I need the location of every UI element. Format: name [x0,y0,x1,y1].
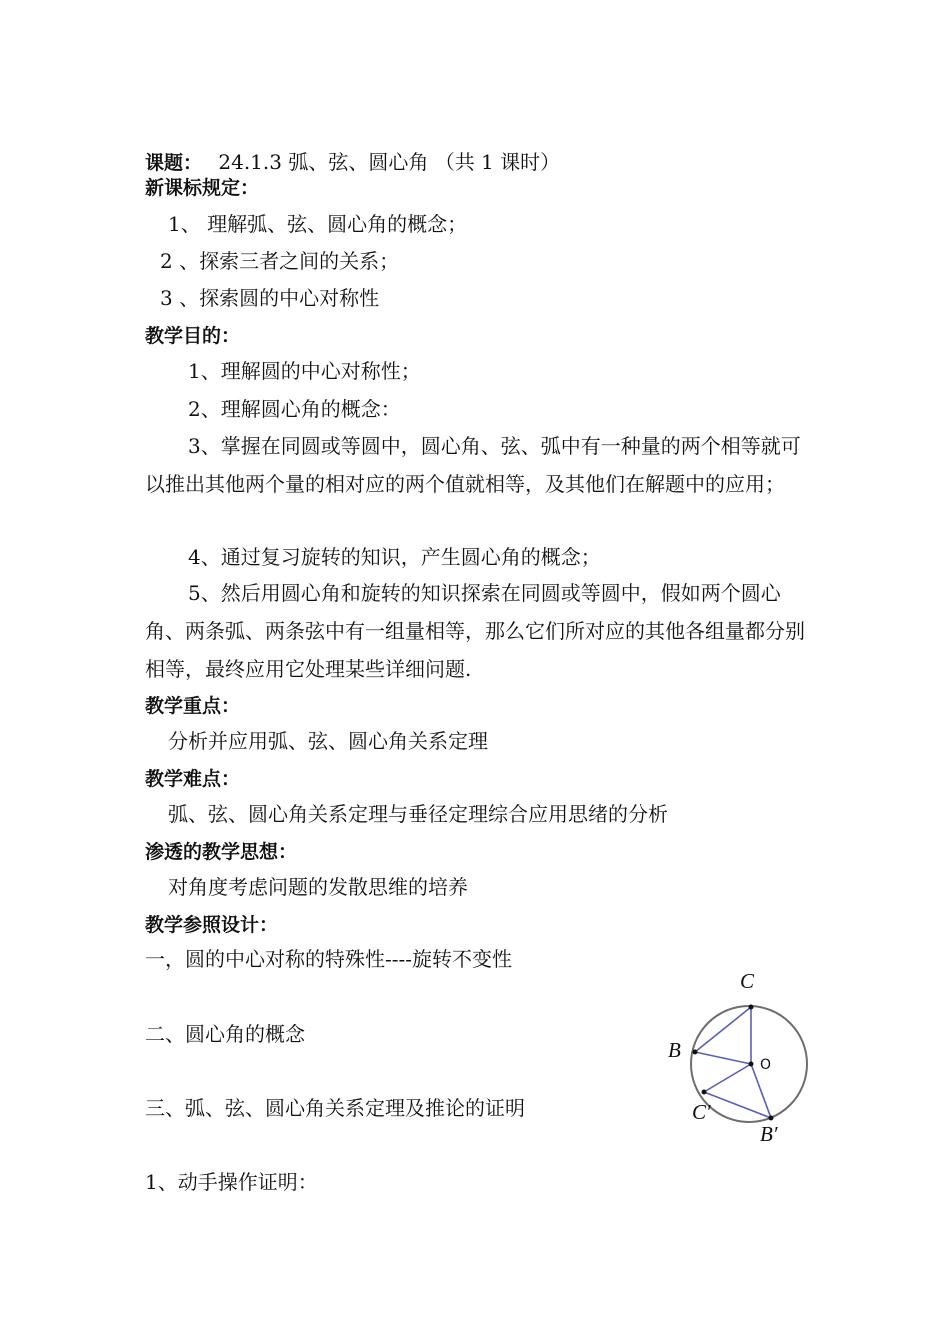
key-points-heading: 教学重点： [145,695,241,717]
objectives-heading: 教学目的： [145,325,241,347]
circle-figure [660,965,830,1150]
standards-item-2: 2 、探索三者之间的关系； [160,249,400,273]
key-points-text: 分析并应用弧、弦、圆心角关系定理 [168,729,488,753]
topic-label: 课题： [145,152,203,174]
design-section-3: 三、弧、弦、圆心角关系定理及推论的证明 [145,1096,525,1120]
standards-item-3: 3 、探索圆的中心对称性 [160,286,380,310]
objective-item-4: 4、通过复习旋转的知识，产生圆心角的概念； [188,545,601,569]
label-c-prime: C′ [692,1100,711,1124]
thinking-text: 对角度考虑问题的发散思维的培养 [168,875,468,899]
thinking-heading: 渗透的教学思想： [145,841,298,863]
standards-item-1: 1、 理解弧、弦、圆心角的概念； [168,212,468,236]
objective-item-3: 3、掌握在同圆或等圆中，圆心角、弦、弧中有一种量的两个相等就可以推出其他两个量的相对应的两个值就相等，及其他们在解题中的应用； [145,434,801,496]
point-c [749,1005,754,1010]
point-c-prime [702,1090,707,1095]
point-b [693,1050,698,1055]
design-step-1: 1、动手操作证明： [145,1170,318,1194]
design-heading: 教学参照设计： [145,914,279,936]
label-b: B [668,1038,681,1062]
objective-item-1: 1、理解圆的中心对称性； [188,359,421,383]
topic-text: 24.1.3 弧、弦、圆心角 （共 1 课时） [218,150,561,174]
objective-item-5: 5、然后用圆心角和旋转的知识探索在同圆或等圆中，假如两个圆心角、两条弧、两条弦中有一组量相等，那么它们所对应的其他各组量都分别相等，最终应用它处理某些详细问题. [145,581,805,681]
label-o: O [760,1057,772,1073]
design-section-1: 一，圆的中心对称的特殊性----旋转不变性 [145,947,513,971]
point-b-prime [769,1116,774,1121]
topic-line [145,150,560,175]
radius-ob [695,1052,751,1064]
point-o [749,1062,754,1067]
difficulties-heading: 教学难点： [145,768,241,790]
radius-oc-prime [704,1064,751,1092]
standards-heading: 新课标规定： [145,177,260,199]
objective-item-2: 2、理解圆心角的概念： [188,397,401,421]
difficulties-text: 弧、弦、圆心角关系定理与垂径定理综合应用思绪的分析 [168,802,668,826]
design-section-2: 二、圆心角的概念 [145,1022,305,1046]
label-c: C [740,969,755,993]
chord-c-prime-b-prime [704,1092,771,1118]
label-b-prime: B′ [760,1122,778,1146]
